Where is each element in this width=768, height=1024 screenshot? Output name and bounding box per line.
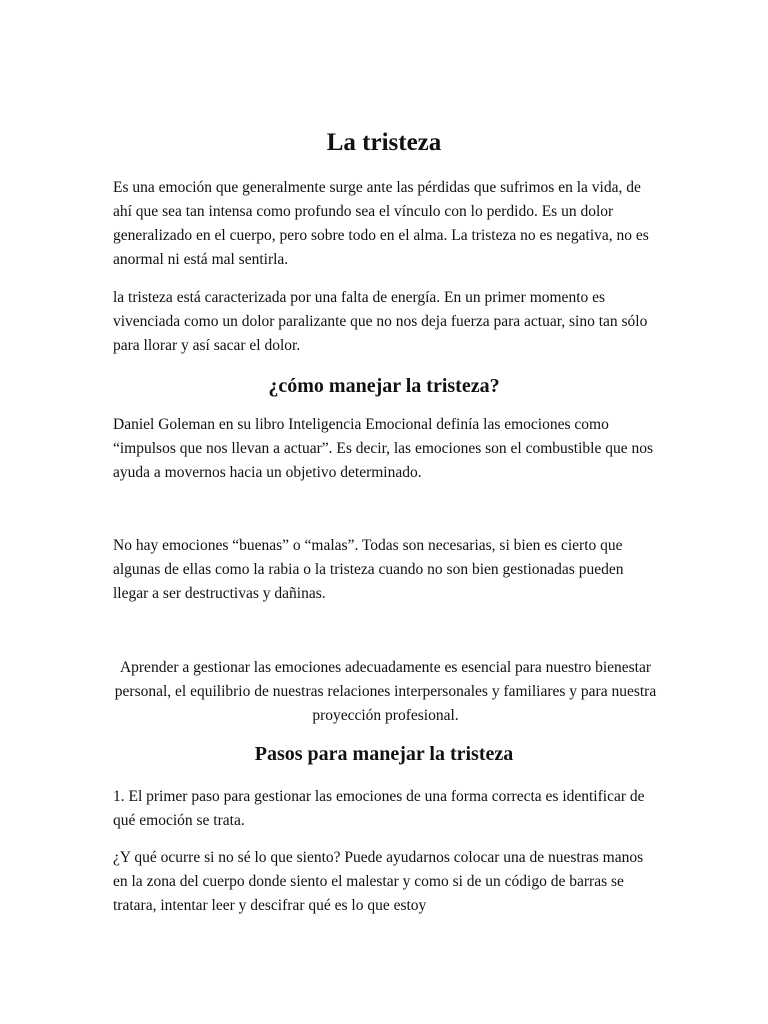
paragraph-intro: Es una emoción que generalmente surge ante las pérdidas que sufrimos en la vida, de ahí que sea tan intensa como profundo sea el vínculo con lo perdido. Es un dolor generalizado en el cuerpo, pero sobre todo en el alma. La tristeza no es negativa, no es anormal ni está mal sentirla.	[113, 179, 649, 268]
paragraph-energy: la tristeza está caracterizada por una falta de energía. En un primer momento es vivenciada como un dolor paralizante que no nos deja fuerza para actuar, sino tan sólo para llorar y así sacar el dolor.	[113, 289, 648, 354]
page-title: La tristeza	[326, 129, 442, 156]
paragraph-learn-manage: Aprender a gestionar las emociones adecuadamente es esencial para nuestro bienestar personal, el equilibrio de nuestras relaciones interpersonales y familiares y para nuestra proyección profesional.	[114, 659, 657, 724]
section-heading-steps: Pasos para manejar la tristeza	[254, 743, 514, 765]
paragraph-what-if: ¿Y qué ocurre si no sé lo que siento? Puede ayudarnos colocar una de nuestras manos en la zona del cuerpo donde siento el malestar y como si de un código de barras se tratara, intentar leer y descifrar qué es lo que estoy	[113, 849, 644, 914]
paragraph-emotions-types: No hay emociones “buenas” o “malas”. Todas son necesarias, si bien es cierto que algunas de ellas como la rabia o la tristeza cuando no son bien gestionadas pueden llegar a ser destructivas y dañinas.	[113, 537, 624, 602]
paragraph-goleman: Daniel Goleman en su libro Inteligencia Emocional definía las emociones como “impulsos que nos llevan a actuar”. Es decir, las emociones son el combustible que nos ayuda a movernos hacia un objetivo determinado.	[113, 416, 654, 481]
section-heading-manage: ¿cómo manejar la tristeza?	[268, 375, 500, 397]
paragraph-step-one: 1. El primer paso para gestionar las emociones de una forma correcta es identificar de qué emoción se trata.	[113, 788, 645, 829]
